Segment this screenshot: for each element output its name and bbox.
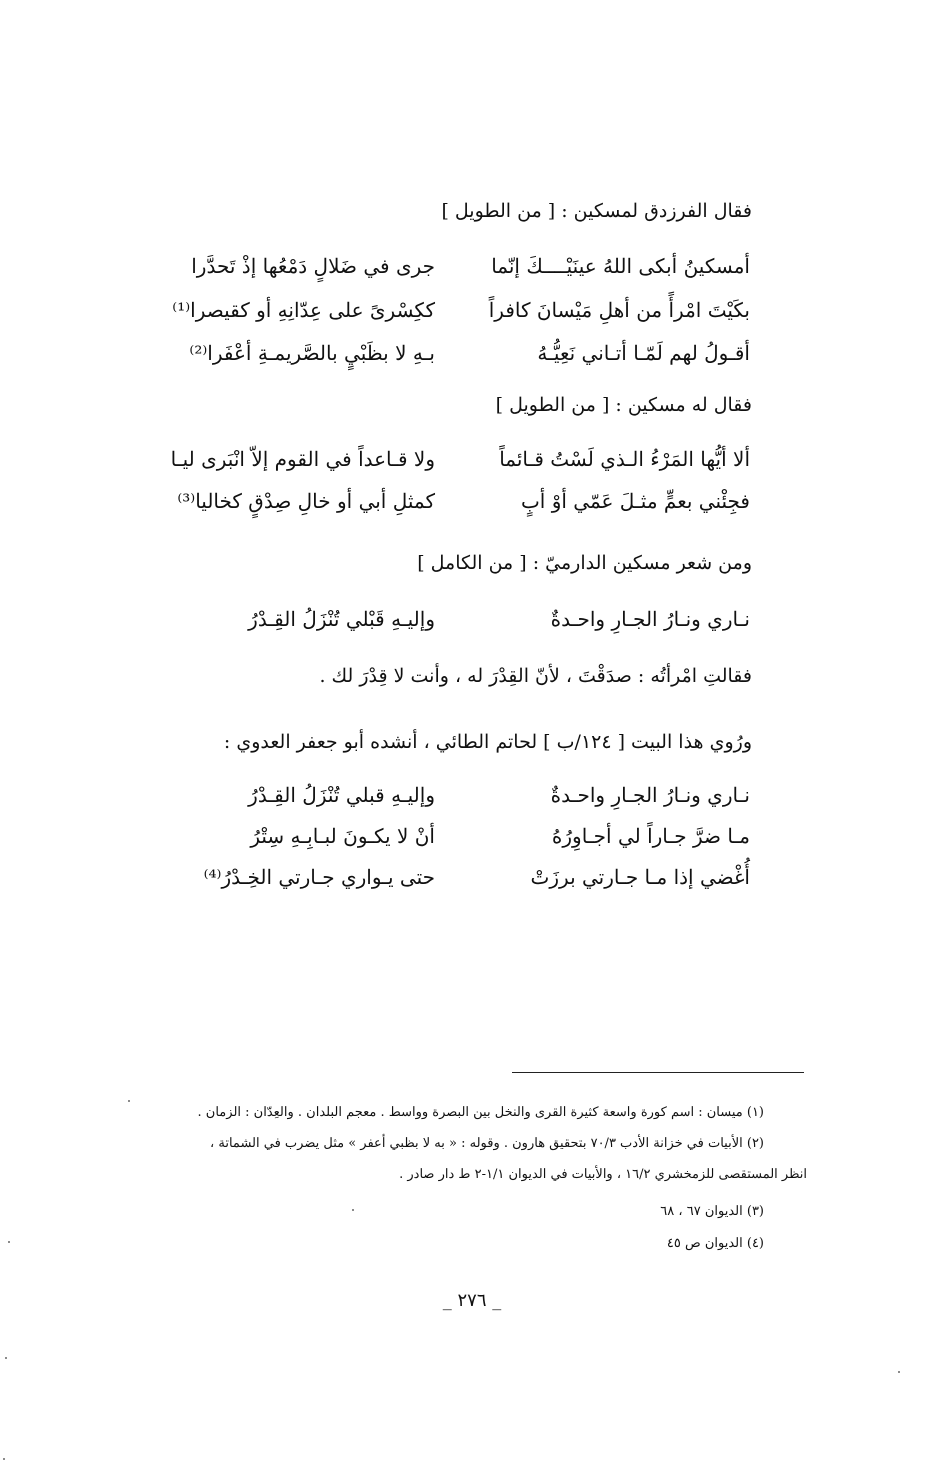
verse-line — [150, 603, 750, 635]
verse-second-hemistich: كمثلِ أبي أو خالِ صِدْقٍ كخاليا⁽³⁾ — [177, 489, 435, 513]
verse-first-hemistich: أقـولُ لهم لَمّـا أتـاني نَعِيُّـهُ — [537, 341, 750, 365]
verse-second-hemistich: وإليـهِ قبلي تُنْزَلُ القِـدْرُ — [248, 783, 435, 807]
verse-first-hemistich: ألا أيُّها المَرْءُ الـذي لَسْتُ قـائماً — [499, 447, 750, 471]
verse-line — [150, 820, 750, 852]
page-number: _ ٢٧٦ _ — [442, 1290, 502, 1311]
scan-speck — [3, 1458, 5, 1460]
verse-first-hemistich: نـاري ونـارُ الجـارِ واحـدةٌ — [550, 607, 750, 631]
verse-first-hemistich: نـاري ونـارُ الجـارِ واحـدةٌ — [550, 783, 750, 807]
scan-speck — [8, 1241, 10, 1243]
footnote-1: (١) ميسان : اسم كورة واسعة كثيرة القرى والنخل بين البصرة وواسط . معجم البلدان . والعِدّان : الزمان . — [197, 1105, 764, 1120]
verse-line — [150, 779, 750, 811]
verse-second-hemistich: وإليـهِ قَبْلي تُنْزَلُ القِـدْرُ — [248, 607, 435, 631]
scan-speck — [352, 1209, 354, 1211]
intro-line-1: فقال الفرزدق لمسكين : [ من الطويل ] — [441, 200, 752, 222]
scan-speck — [5, 1357, 7, 1359]
verse-second-hemistich: بـهِ لا بظَبْيٍ بالصَّريمـةِ أعْفَرا⁽²⁾ — [189, 341, 435, 365]
prose-line: فقالتِ امْرأتُه : صدَقْتَ ، لأنّ القِدْرَ له ، وأنت لا قِدْرَ لك . — [319, 665, 752, 687]
footnote-3: (٣) الديوان ٦٧ ، ٦٨ — [660, 1204, 764, 1219]
intro-line-4: ورُوي هذا البيت [ ١٢٤/ب ] لحاتم الطائي ، أنشده أبو جعفر العدوي : — [223, 731, 752, 753]
verse-line — [150, 250, 750, 282]
verse-line — [150, 294, 750, 326]
verse-line — [150, 443, 750, 475]
intro-line-2: فقال له مسكين : [ من الطويل ] — [495, 394, 752, 416]
verse-first-hemistich: بكَيْتَ امْرأً من أهلِ مَيْسانَ كافراً — [488, 298, 750, 322]
verse-second-hemistich: ولا قـاعداً في القوم إلاّ انْبَرى ليـا — [170, 447, 435, 471]
footnote-separator — [512, 1072, 804, 1073]
footnote-4: (٤) الديوان ص ٤٥ — [666, 1236, 764, 1251]
verse-first-hemistich: مـا ضرَّ جـاراً لي أجـاوِرُهُ — [551, 824, 750, 848]
verse-first-hemistich: أُغْضي إذا مـا جـارتي برزَتْ — [530, 865, 750, 889]
scan-speck — [898, 1371, 900, 1373]
verse-second-hemistich: حتى يـواري جـارتي الخِـدْرُ⁽⁴⁾ — [203, 865, 435, 889]
scan-speck — [128, 1100, 130, 1102]
footnote-2: (٢) الأبيات في خزانة الأدب ٧٠/٣ بتحقيق هارون . وقوله : « به لا بظبي أعفر » مثل يضرب في الشماتة ، — [210, 1136, 764, 1151]
footnote-2-continued: انظر المستقصى للزمخشري ١٦/٢ ، والأبيات في الديوان ١/١-٢ ط دار صادر . — [399, 1167, 807, 1182]
verse-second-hemistich: أنْ لا يكـونَ لبـابِـهِ سِتْرُ — [250, 824, 435, 848]
verse-second-hemistich: ككِسْرىً على عِدّانِهِ أو كقيصرا⁽¹⁾ — [172, 298, 435, 322]
intro-line-3: ومن شعر مسكين الدارميّ : [ من الكامل ] — [417, 552, 752, 574]
verse-first-hemistich: فجِئْني بعمٍّ مثـلَ عَمّي أوْ أبٍ — [520, 489, 750, 513]
verse-line — [150, 337, 750, 369]
verse-first-hemistich: أمسكينُ أبكى اللهُ عينَيْــــكَ إنّما — [491, 254, 750, 278]
verse-line — [150, 861, 750, 893]
verse-second-hemistich: جرى في ضَلالٍ دَمْعُها إذْ تَحدَّرا — [191, 254, 435, 278]
verse-line — [150, 485, 750, 517]
